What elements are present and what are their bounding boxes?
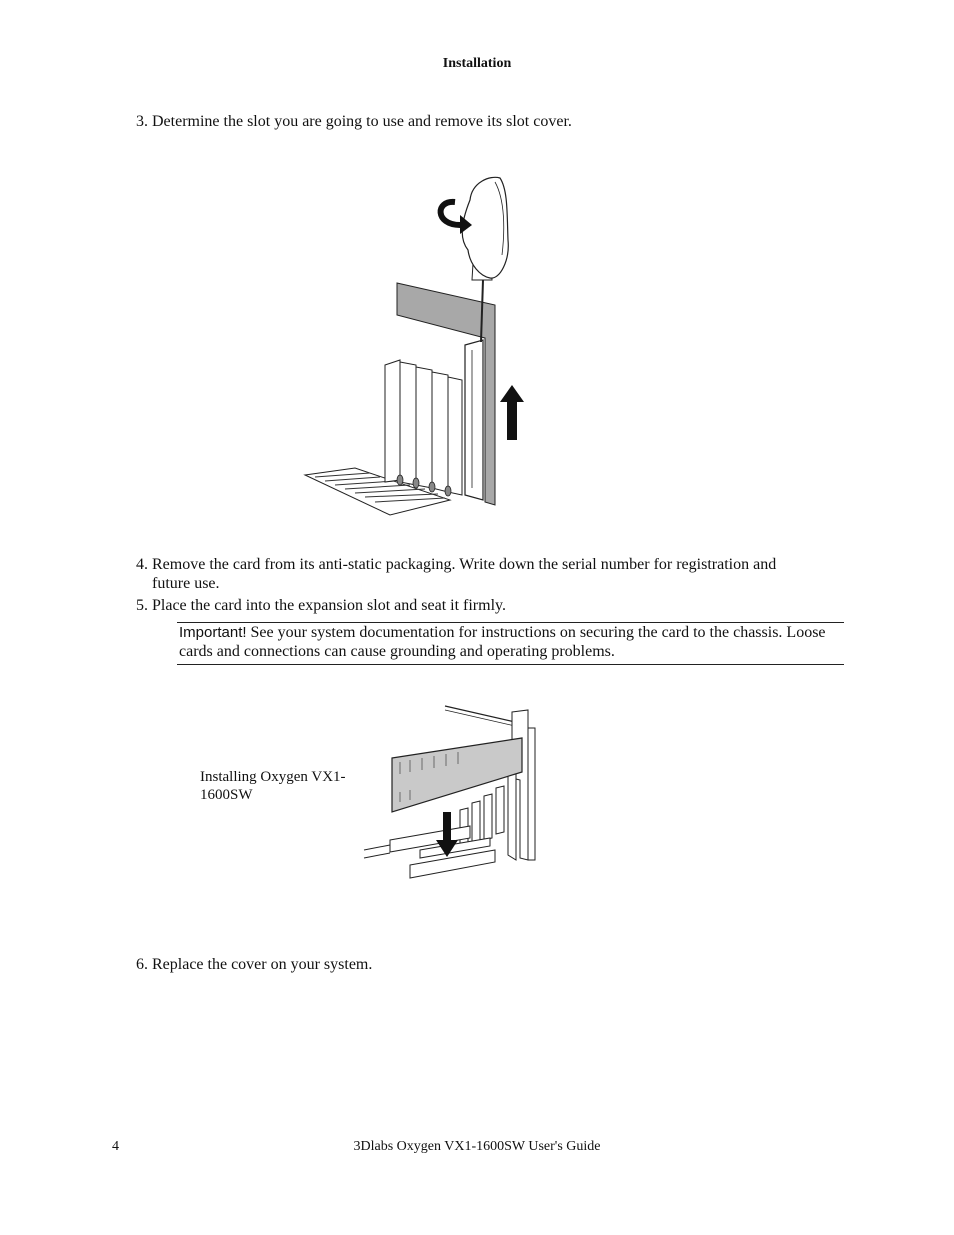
step-text: Determine the slot you are going to use and remove its slot cover. (152, 113, 572, 130)
step-number: 4. (136, 556, 148, 573)
step-4 (128, 555, 828, 595)
page-header: Installation (442, 56, 512, 71)
step-text: Replace the cover on your system. (152, 956, 373, 973)
step-text: Place the card into the expansion slot and seat it firmly. (152, 597, 506, 614)
step-number: 6. (136, 956, 148, 973)
page-number: 4 (112, 1139, 119, 1154)
figure-caption: Installing Oxygen VX1-1600SW (200, 769, 346, 803)
note-keyword: Important! (179, 624, 247, 641)
step-number: 5. (136, 597, 148, 614)
note-text: See your system documentation for instructions on securing the card to the chassis. Loose cards and connections can cause grounding and operating problems. (179, 624, 826, 660)
step-number: 3. (136, 113, 148, 130)
slot-cover-removal-illustration (300, 170, 530, 520)
footer-guide-title: 3Dlabs Oxygen VX1-1600SW User's Guide (353, 1139, 601, 1154)
step-text: Remove the card from its anti-static packaging. Write down the serial number for registration and future use. (152, 556, 777, 592)
important-note (179, 623, 839, 661)
note-bottom-rule (177, 664, 844, 665)
card-installation-illustration (360, 700, 540, 890)
